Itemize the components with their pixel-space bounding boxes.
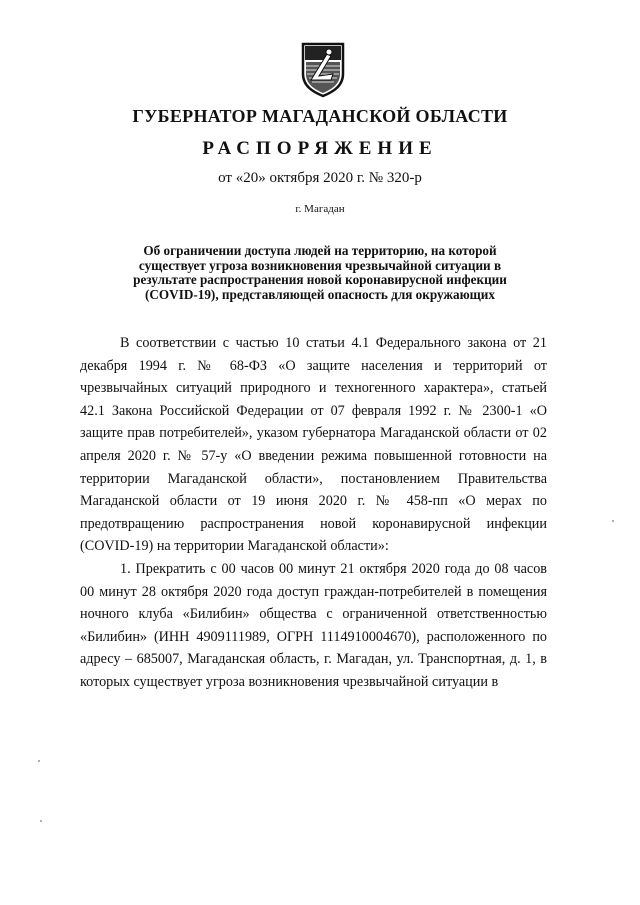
scan-speck <box>40 820 42 822</box>
title-line: Об ограничении доступа людей на территорию, на которой <box>143 243 497 258</box>
title-line: результате распространения новой коронавирусной инфекции <box>133 272 507 287</box>
issuing-authority: ГУБЕРНАТОР МАГАДАНСКОЙ ОБЛАСТИ <box>132 106 508 126</box>
document-title <box>110 244 530 302</box>
document-date-number: от «20» октября 2020 г. № 320-р <box>218 170 422 186</box>
document-place: г. Магадан <box>295 203 345 215</box>
scan-speck <box>612 520 614 522</box>
scan-speck <box>38 760 40 762</box>
title-line: существует угроза возникновения чрезвычайной ситуации в <box>138 257 502 273</box>
document-body <box>80 332 547 694</box>
title-line: (COVID-19), представляющей опасность для окружающих <box>145 286 495 302</box>
order-item-1-paragraph: 1. Прекратить с 00 часов 00 минут 21 октября 2020 года до 08 часов 00 минут 28 октября 2020 года доступ граждан-потребителей в помещения ночного клуба «Билибин» общества с ограниченной ответственностью «Билибин» (ИНН 4909111989, ОГРН 1114910004670), расположенного по адресу – 685007, Магаданская область, г. Магадан, ул. Транспортная, д. 1, в которых существует угроза возникновения чрезвычайной ситуации в <box>80 560 547 690</box>
document-type: РАСПОРЯЖЕНИЕ <box>202 138 438 159</box>
coat-of-arms-icon <box>297 40 349 98</box>
preamble-paragraph: В соответствии с частью 10 статьи 4.1 Федерального закона от 21 декабря 1994 г. № 68-ФЗ «О защите населения и территорий от чрезвычайных ситуаций природного и техногенного характера», статьей 42.1 Закона Российской Федерации от 07 февраля 1992 г. № 2300-1 «О защите прав потребителей», указом губернатора Магаданской области от 02 апреля 2020 г. № 57-у «О введении режима повышенной готовности на территории Магаданской области», постановлением Правительства Магаданской области от 19 июня 2020 г. № 458-пп «О мерах по предотвращению распространения новой коронавирусной инфекции (COVID-19) на территории Магаданской области»: <box>80 335 547 555</box>
